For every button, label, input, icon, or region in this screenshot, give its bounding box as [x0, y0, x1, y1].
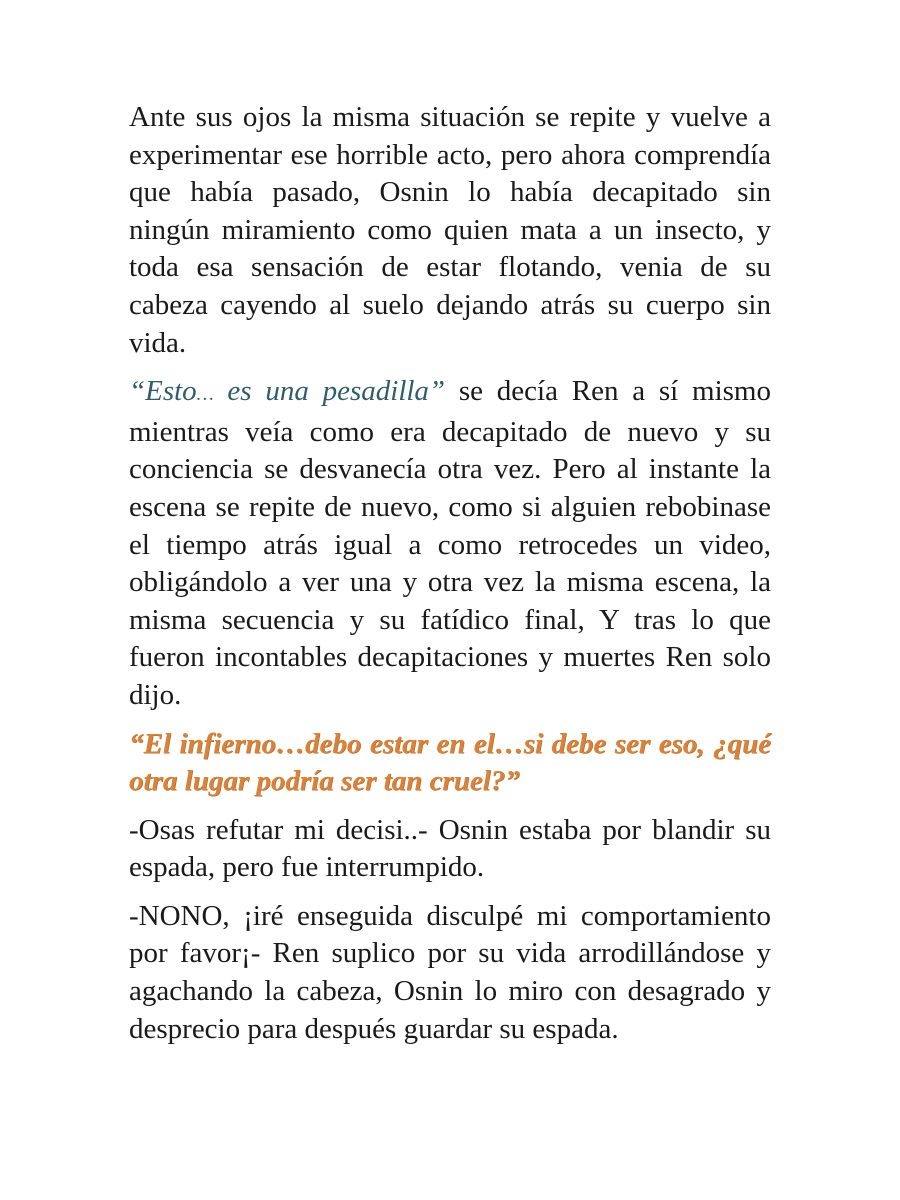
inner-thought	[129, 375, 445, 407]
document-page	[129, 99, 771, 1059]
inner-thought-ellipsis: …	[196, 384, 214, 406]
paragraph-dialogue-1: -Osas refutar mi decisi..- Osnin estaba por blandir su espada, pero fue interrumpido.	[129, 813, 771, 884]
paragraph-exclamation: “El infierno…debo estar en el…si debe ser eso, ¿qué otra lugar podría ser tan cruel?”	[129, 727, 771, 798]
inner-thought-end: es una pesadilla”	[213, 375, 446, 408]
inner-thought-start: “Esto	[129, 375, 197, 408]
paragraph-dialogue-2: -NONO, ¡iré enseguida disculpé mi comportamiento por favor¡- Ren suplico por su vida arrodillándose y agachando la cabeza, Osnin lo miro con desagrado y desprecio para después guardar su espada.	[129, 899, 771, 1045]
paragraph-narration-1: Ante sus ojos la misma situación se repite y vuelve a experimentar ese horrible acto, pero ahora comprendía que había pasado, Osnin lo había decapitado sin ningún miramiento como quien mata a un insecto, y toda esa sensación de estar flotando, venia de su cabeza cayendo al suelo dejando atrás su cuerpo sin vida.	[129, 101, 771, 359]
narration-continuation: se decía Ren a sí mismo mientras veía como era decapitado de nuevo y su conciencia se desvanecía otra vez. Pero al instante la escena se repite de nuevo, como si alguien rebobinase el tiempo atrás igual a como retrocedes un video, obligándolo a ver una y otra vez la misma escena, la misma secuencia y su fatídico final, Y tras lo que fueron incontables decapitaciones y muertes Ren solo dijo.	[129, 375, 771, 711]
paragraph-narration-2	[129, 373, 771, 714]
